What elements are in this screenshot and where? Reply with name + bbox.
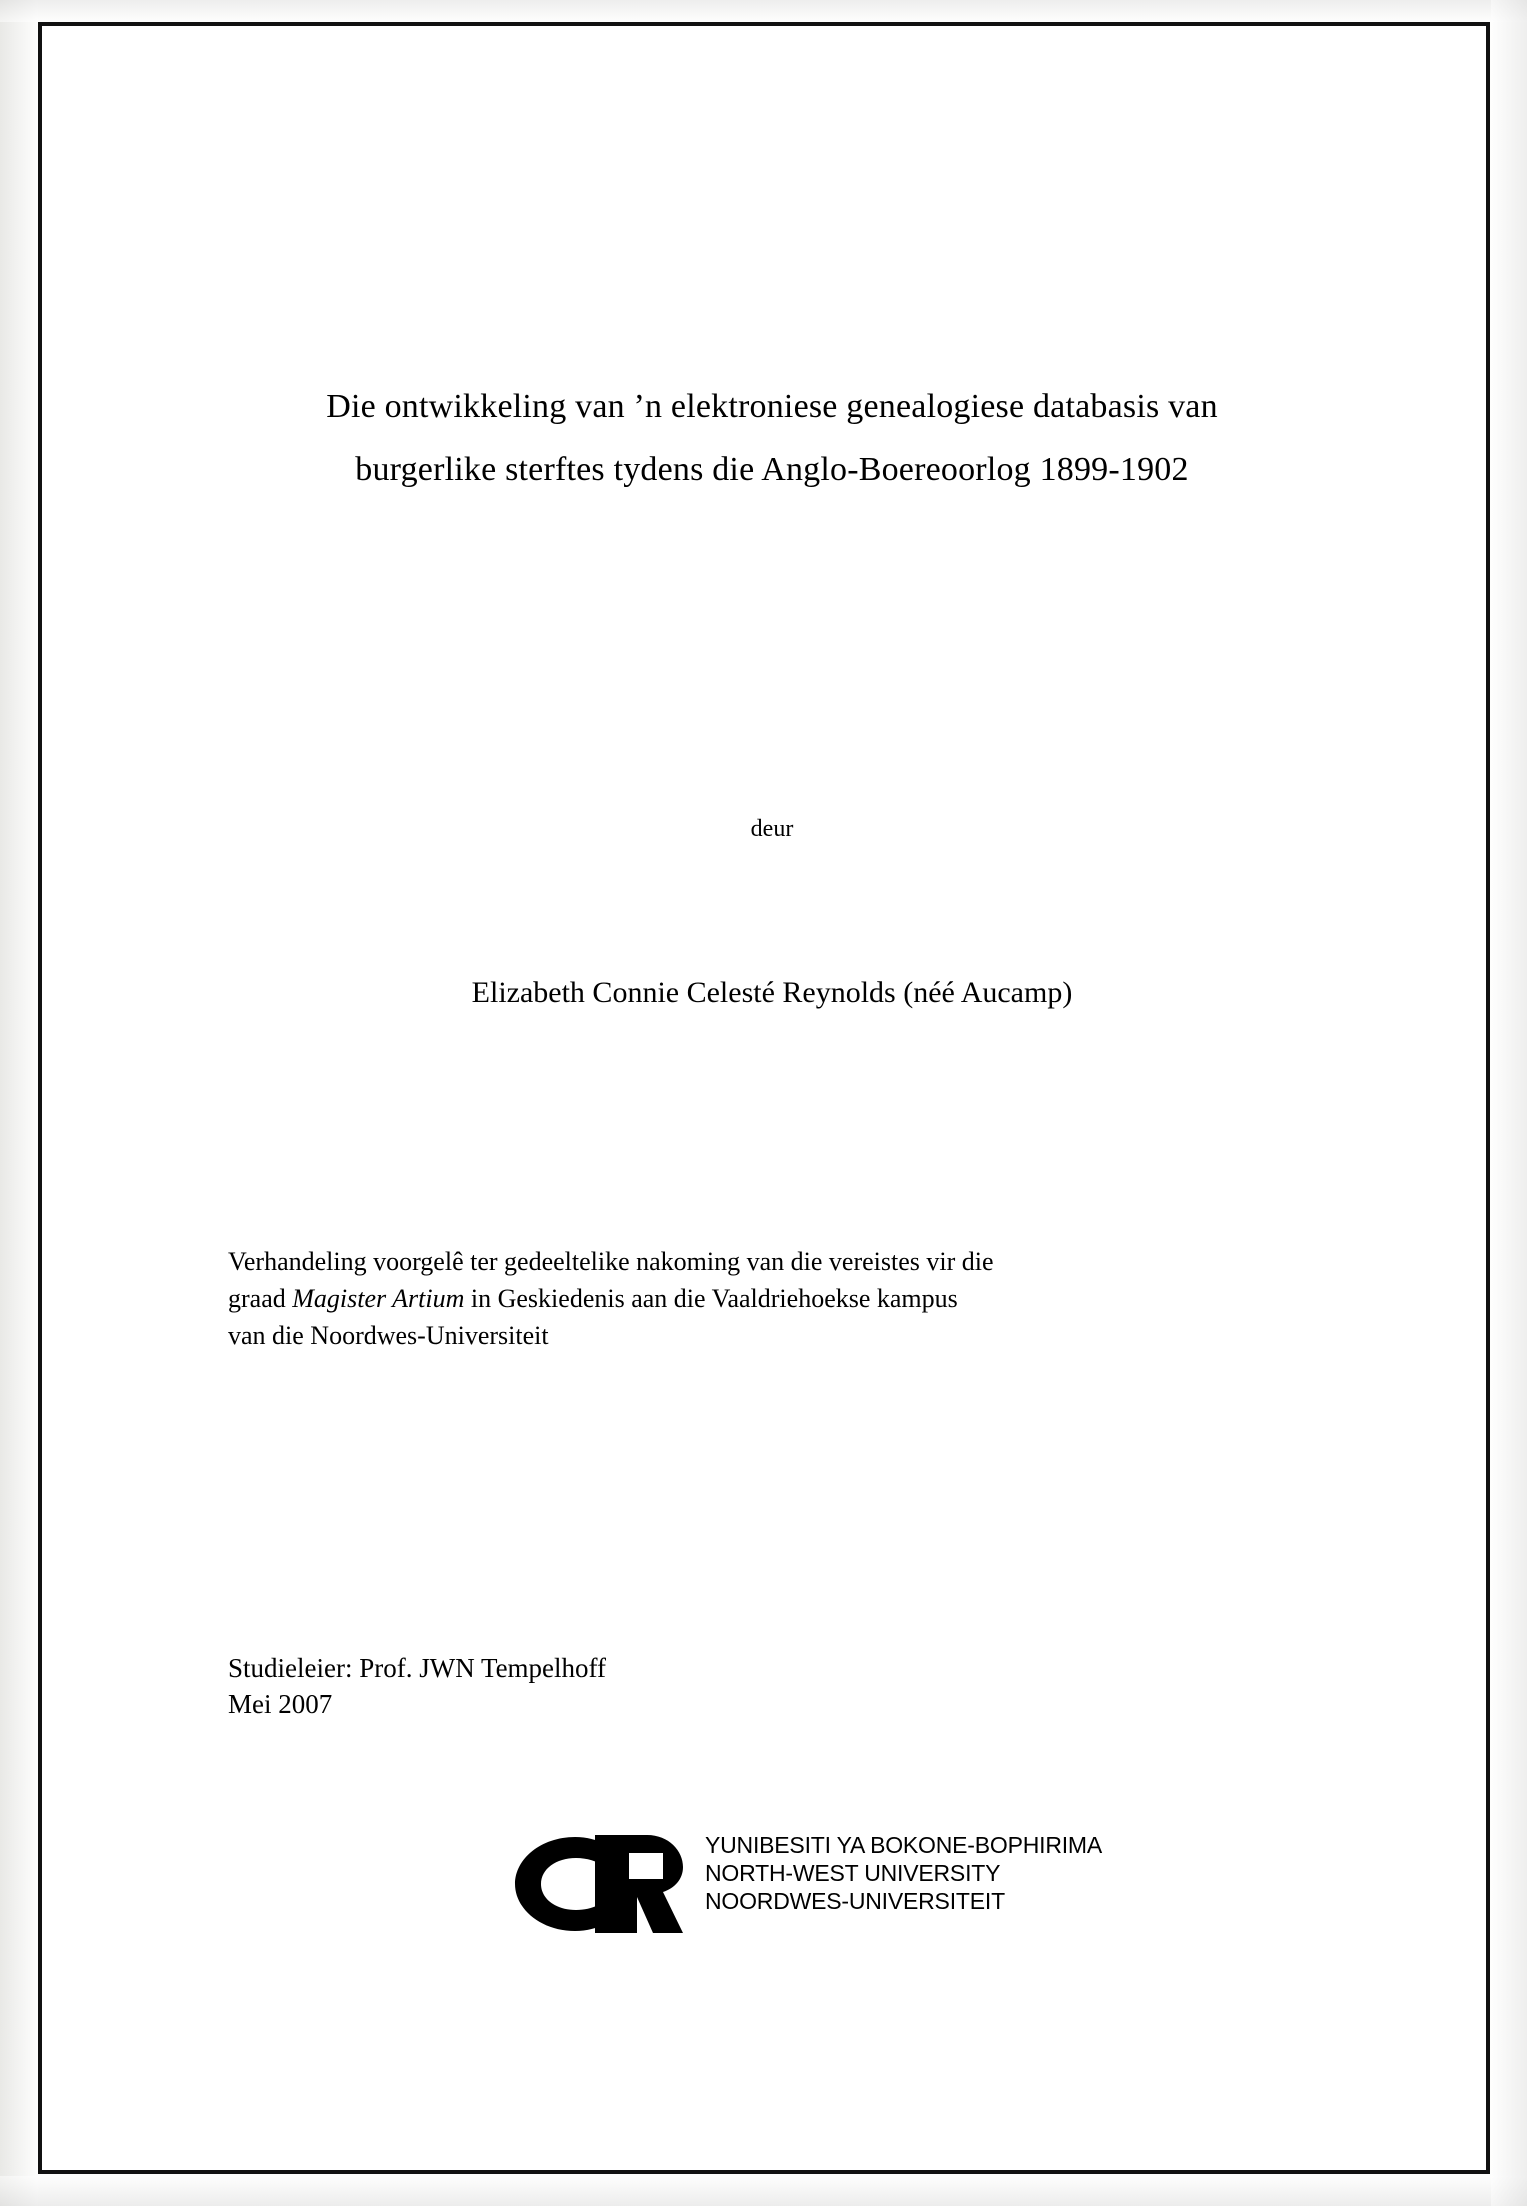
author-name: Elizabeth Connie Celesté Reynolds (néé Aucamp) xyxy=(471,976,1073,1009)
supervisor-line: Studieleier: Prof. JWN Tempelhoff xyxy=(228,1653,607,1683)
logo-text-line-2: NORTH-WEST UNIVERSITY xyxy=(705,1860,1001,1887)
logo-text-line-3: NOORDWES-UNIVERSITEIT xyxy=(705,1888,1005,1915)
scan-edge-top xyxy=(0,0,1527,22)
university-logo-text xyxy=(705,1831,1102,1915)
scan-edge-bottom xyxy=(0,2176,1527,2206)
logo-text-line-1: YUNIBESITI YA BOKONE-BOPHIRIMA xyxy=(705,1832,1103,1858)
university-logo-block xyxy=(497,1821,1137,1946)
degree-name-italic: Magister Artium xyxy=(292,1283,465,1313)
degree-statement-line-1: Verhandeling voorgelê ter gedeeltelike nakoming van die vereistes vir die xyxy=(228,1247,994,1276)
north-west-university-logo-icon xyxy=(497,1829,697,1939)
scan-edge-right xyxy=(1491,0,1527,2206)
supervisor-and-date xyxy=(228,1651,1128,1722)
degree-statement xyxy=(228,1244,1388,1355)
title-line-2: burgerlike sterftes tydens die Anglo-Boereoorlog 1899-1902 xyxy=(355,450,1189,488)
degree-statement-line-3: van die Noordwes-Universiteit xyxy=(228,1320,549,1350)
date-line: Mei 2007 xyxy=(228,1688,333,1719)
page-title xyxy=(192,376,1352,502)
scan-edge-left xyxy=(0,0,38,2206)
byline-label: deur xyxy=(750,816,794,842)
title-line-1: Die ontwikkeling van ’n elektroniese genealogiese databasis van xyxy=(326,388,1218,425)
page-border-frame xyxy=(38,22,1490,2174)
degree-statement-line-2-suffix: in Geskiedenis aan die Vaaldriehoekse kampus xyxy=(464,1283,958,1313)
degree-statement-line-2 xyxy=(228,1281,1388,1318)
page-content xyxy=(42,26,1486,2170)
degree-statement-line-2-prefix: graad xyxy=(228,1283,293,1313)
